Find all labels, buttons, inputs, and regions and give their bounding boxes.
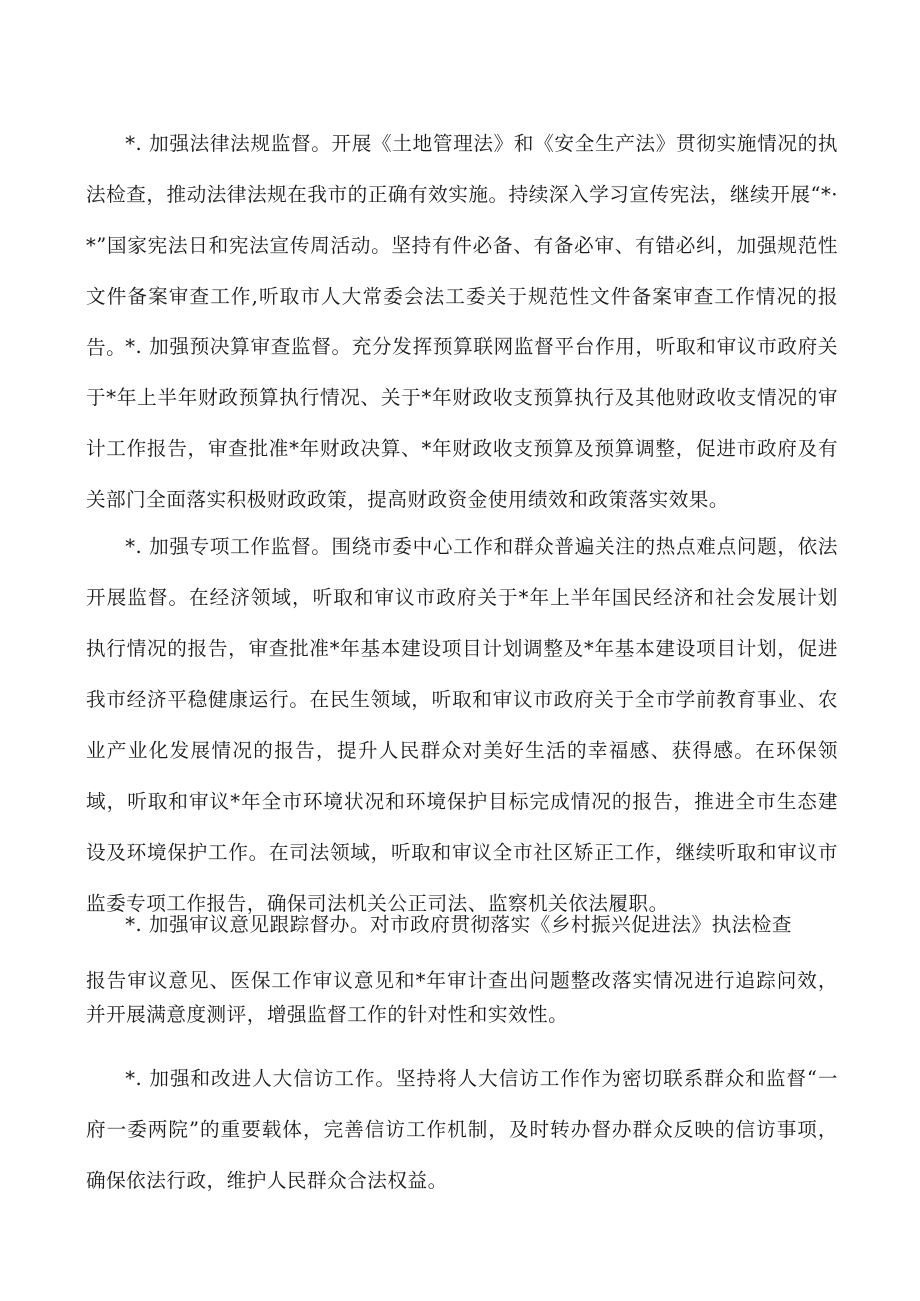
paragraph-review-follow-up-continued: 报告审议意见、医保工作审议意见和*年审计查出问题整改落实情况进行追踪问效，并开展满意度测评，增强监督工作的针对性和实效性。: [86, 969, 838, 1026]
paragraph-special-work-supervision: *. 加强专项工作监督。围绕市委中心工作和群众普遍关注的热点难点问题，依法开展监督。在经济领域，听取和审议市政府关于*年上半年国民经济和社会发展计划执行情况的报告，审查批准*年基本建设项目计划调整及*年基本建设项目计划，促进我市经济平稳健康运行。在民生领域，听取和审议市政府关于全市学前教育事业、农业产业化发展情况的报告，提升人民群众对美好生活的幸福感、获得感。在环保领域，听取和审议*年全市环境状况和环境保护目标完成情况的报告，推进全市生态建设及环境保护工作。在司法领域，听取和审议全市社区矫正工作，继续听取和审议市监委专项工作报告，确保司法机关公正司法、监察机关依法履职。: [86, 535, 838, 915]
paragraph-budget-review: *. 加强预决算审查监督。充分发挥预算联网监督平台作用，听取和审议市政府关于*年上半年财政预算执行情况、关于*年财政收支预算执行及其他财政收支情况的审计工作报告，审查批准*年财政决算、*年财政收支预算及预算调整，促进市政府及有关部门全面落实积极财政政策，提高财政资金使用绩效和政策落实效果。: [86, 335, 838, 511]
paragraph-petition-work: *. 加强和改进人大信访工作。坚持将人大信访工作作为密切联系群众和监督“一府一委两院”的重要载体，完善信访工作机制，及时转办督办群众反映的信访事项，确保依法行政，维护人民群众合法权益。: [86, 1067, 838, 1192]
paragraph-review-follow-up-start: *. 加强审议意见跟踪督办。对市政府贯彻落实《乡村振兴促进法》执法检查: [125, 913, 792, 936]
paragraph-legal-supervision: *. 加强法律法规监督。开展《土地管理法》和《安全生产法》贯彻实施情况的执法检查，推动法律法规在我市的正确有效实施。持续深入学习宣传宪法，继续开展“*·*”国家宪法日和宪法宣传周活动。坚持有件必备、有备必审、有错必纠，加强规范性文件备案审查工作,听取市人大常委会法工委关于规范性文件备案审查工作情况的报告。: [86, 132, 838, 359]
